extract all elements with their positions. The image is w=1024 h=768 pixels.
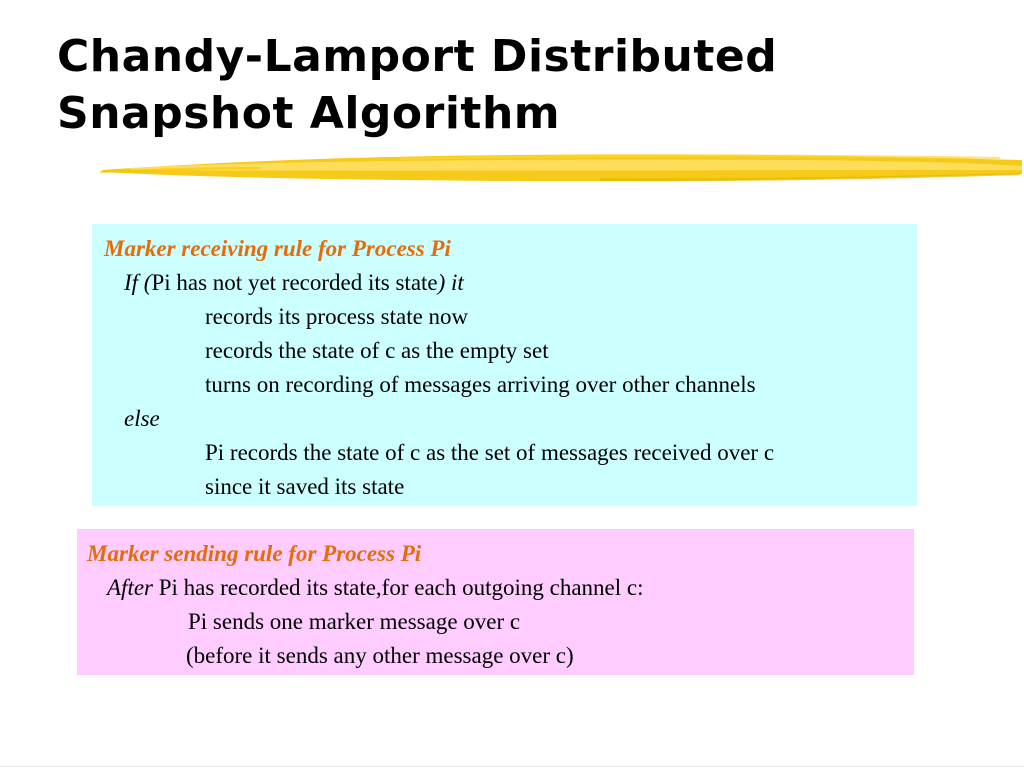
else-action-1: Pi records the state of c as the set of messages received over c (205, 440, 775, 465)
slide-title-line-2: Snapshot Algorithm (57, 88, 561, 139)
marker-sending-rule-box (77, 529, 914, 675)
receiving-action-1: records its process state now (205, 304, 469, 329)
receiving-rule-heading: Marker receiving rule for Process Pi (104, 236, 451, 261)
then-keyword: ) it (437, 270, 464, 295)
sending-rule-heading: Marker sending rule for Process Pi (87, 541, 422, 566)
after-keyword: After (107, 575, 153, 600)
title-underline-brushstroke (100, 148, 1024, 188)
receiving-action-3: turns on recording of messages arriving over other channels (205, 372, 756, 397)
receiving-action-2: records the state of c as the empty set (205, 338, 549, 363)
footer-divider (0, 766, 1024, 767)
condition-text: Pi has not yet recorded its state (151, 270, 438, 295)
sending-action-2: (before it sends any other message over c) (186, 643, 574, 668)
if-keyword: If ( (124, 270, 152, 295)
slide-title-line-1: Chandy-Lamport Distributed (57, 31, 778, 82)
sending-action-1: Pi sends one marker message over c (188, 609, 521, 634)
else-action-2: since it saved its state (205, 474, 405, 499)
after-text: Pi has recorded its state,for each outgoing channel c: (153, 575, 644, 600)
slide-title (57, 28, 777, 142)
receiving-rule-condition (104, 267, 917, 301)
marker-receiving-rule-box (92, 224, 917, 506)
sending-rule-condition (87, 572, 914, 606)
else-keyword: else (124, 406, 160, 431)
